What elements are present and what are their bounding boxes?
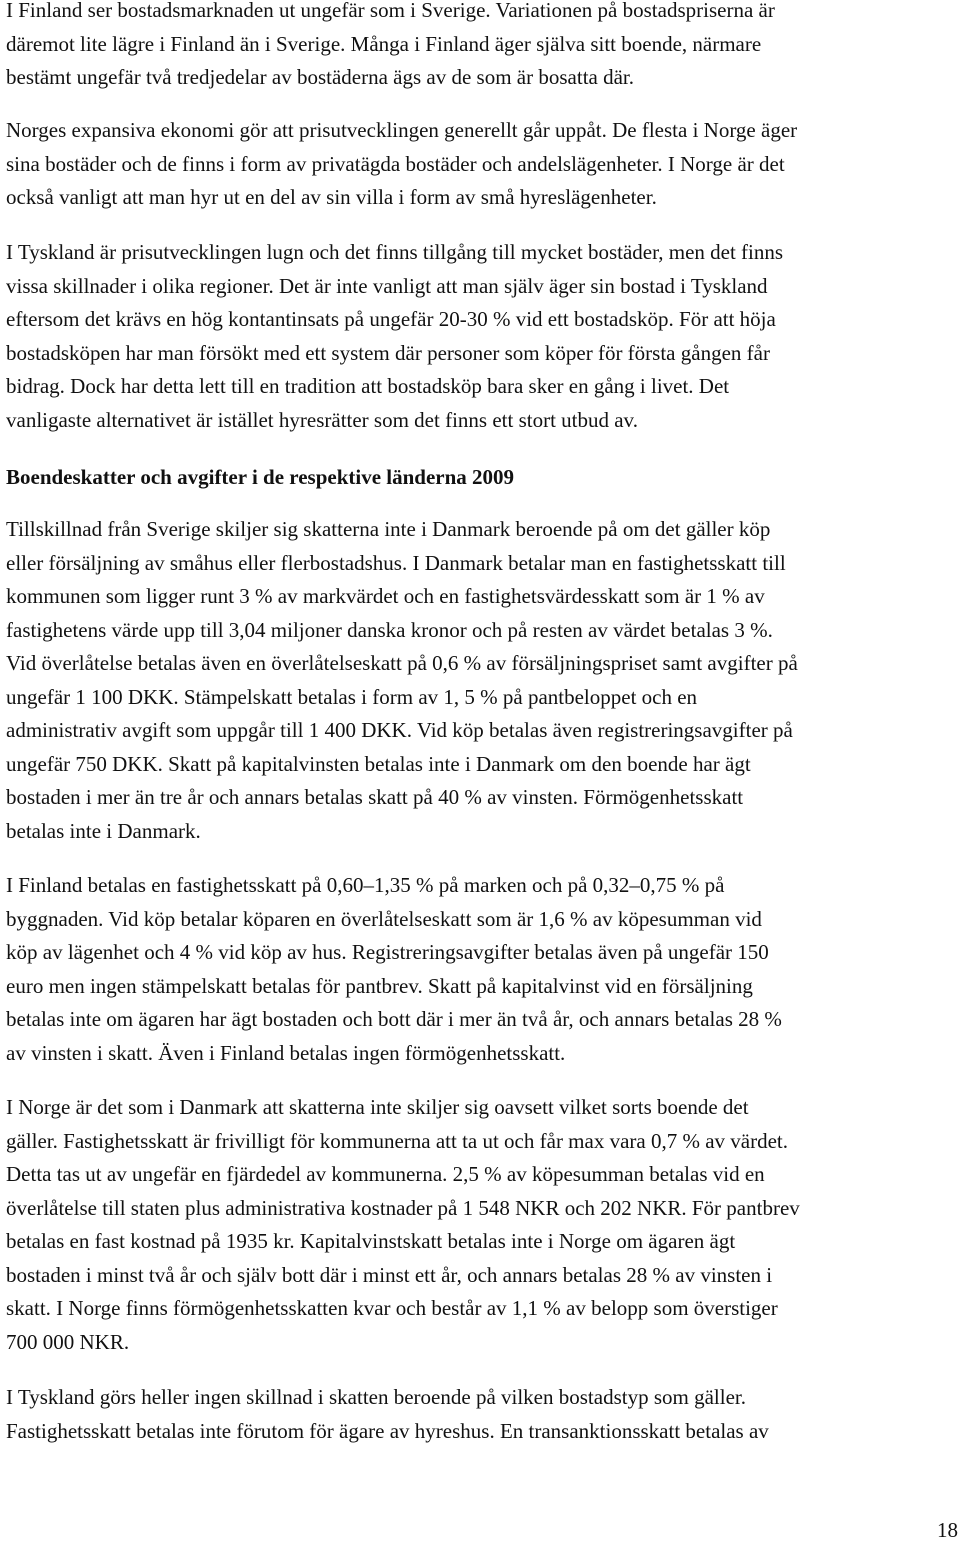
text-line: vanligaste alternativet är istället hyresrätter som det finns ett stort utbud av. xyxy=(6,407,638,432)
text-line: betalas en fast kostnad på 1935 kr. Kapitalvinstskatt betalas inte i Norge om ägaren ägt xyxy=(6,1229,736,1253)
text-line: I Finland betalas en fastighetsskatt på 0,60–1,35 % på marken och på 0,32–0,75 % på xyxy=(6,873,725,897)
text-line: sina bostäder och de finns i form av privatägda bostäder och andelslägenheter. I Norge är det xyxy=(6,151,785,176)
text-line: kommunen som ligger runt 3 % av markvärdet och en fastighetsvärdesskatt som är 1 % av xyxy=(6,584,765,608)
text-line: gäller. Fastighetsskatt är frivilligt för kommunerna att ta ut och får max vara 0,7 % av värdet. xyxy=(6,1128,789,1153)
section-heading-container xyxy=(6,461,960,495)
text-line: euro men ingen stämpelskatt betalas för pantbrev. Skatt på kapitalvinst vid en försäljning xyxy=(6,973,753,998)
text-line: I Norge är det som i Danmark att skatterna inte skiljer sig oavsett vilket sorts boende det xyxy=(6,1095,749,1119)
text-line: 700 000 NKR. xyxy=(6,1329,130,1354)
text-line: byggnaden. Vid köp betalar köparen en överlåtelseskatt som är 1,6 % av köpesumman vid xyxy=(6,906,762,931)
text-line: Detta tas ut av ungefär en fjärdedel av kommunerna. 2,5 % av köpesumman betalas vid en xyxy=(6,1162,765,1186)
text-line: också vanligt att man hyr ut en del av sin villa i form av små hyreslägenheter. xyxy=(6,185,657,209)
text-line: I Tyskland är prisutvecklingen lugn och det finns tillgång till mycket bostäder, men det finns xyxy=(6,240,784,264)
text-line: betalas inte i Danmark. xyxy=(6,818,201,843)
text-line: I Finland ser bostadsmarknaden ut ungefär som i Sverige. Variationen på bostadspriserna är xyxy=(6,0,775,22)
text-line: vissa skillnader i olika regioner. Det är inte vanligt att man själv äger sin bostad i Tyskland xyxy=(6,273,768,298)
paragraph-germany-taxes xyxy=(6,1381,960,1448)
text-line: ungefär 1 100 DKK. Stämpelskatt betalas i form av 1, 5 % på pantbeloppet och en xyxy=(6,684,698,709)
text-line: administrativ avgift som uppgår till 1 400 DKK. Vid köp betalas även registreringsavgifter på xyxy=(6,718,793,742)
paragraph-germany-market xyxy=(6,236,960,437)
text-line: bostaden i mer än tre år och annars betalas skatt på 40 % av vinsten. Förmögenhetsskatt xyxy=(6,785,744,809)
paragraph-norway-market xyxy=(6,114,960,215)
paragraph-norway-taxes xyxy=(6,1091,960,1359)
text-line: köp av lägenhet och 4 % vid köp av hus. Registreringsavgifter betalas även på ungefär 150 xyxy=(6,940,769,964)
text-line: bostaden i minst två år och själv bott där i minst ett år, och annars betalas 28 % av vinsten i xyxy=(6,1262,773,1287)
text-line: fastighetens värde upp till 3,04 miljoner danska kronor och på resten av värdet betalas 3 %. xyxy=(6,617,773,642)
text-line: ungefär 750 DKK. Skatt på kapitalvinsten betalas inte i Danmark om den boende har ägt xyxy=(6,751,751,776)
text-line: Norges expansiva ekonomi gör att prisutvecklingen generellt går uppåt. De flesta i Norge äger xyxy=(6,118,798,142)
paragraph-denmark-taxes xyxy=(6,513,960,848)
text-line: av vinsten i skatt. Även i Finland betalas ingen förmögenhetsskatt. xyxy=(6,1040,566,1065)
paragraph-finland-market xyxy=(6,0,960,95)
page-number: 18 xyxy=(937,1518,958,1542)
text-line: Fastighetsskatt betalas inte förutom för ägare av hyreshus. En transanktionsskatt betalas av xyxy=(6,1418,769,1443)
text-line: betalas inte om ägaren har ägt bostaden och bott där i mer än två år, och annars betalas 28 % xyxy=(6,1007,782,1031)
text-line: Vid överlåtelse betalas även en överlåtelseskatt på 0,6 % av försäljningspriset samt avgifter på xyxy=(6,651,798,675)
paragraph-finland-taxes xyxy=(6,869,960,1070)
text-line: överlåtelse till staten plus administrativa kostnader på 1 548 NKR och 202 NKR. För pantbrev xyxy=(6,1195,800,1220)
text-line: eftersom det krävs en hög kontantinsats på ungefär 20-30 % vid ett bostadsköp. För att höja xyxy=(6,307,776,331)
text-line: I Tyskland görs heller ingen skillnad i skatten beroende på vilken bostadstyp som gäller. xyxy=(6,1385,746,1409)
text-line: skatt. I Norge finns förmögenhetsskatten kvar och består av 1,1 % av belopp som överstiger xyxy=(6,1296,778,1320)
text-line: däremot lite lägre i Finland än i Sverige. Många i Finland äger själva sitt boende, närmare xyxy=(6,31,762,56)
text-line: bestämt ungefär två tredjedelar av bostäderna ägs av de som är bosatta där. xyxy=(6,65,635,89)
text-line: Tillskillnad från Sverige skiljer sig skatterna inte i Danmark beroende på om det gäller köp xyxy=(6,517,771,541)
text-line: eller försäljning av småhus eller flerbostadshus. I Danmark betalar man en fastighetsskatt till xyxy=(6,550,786,575)
text-line: bidrag. Dock har detta lett till en tradition att bostadsköp bara sker en gång i livet. Det xyxy=(6,374,730,398)
text-line: bostadsköpen har man försökt med ett system där personer som köper för första gången får xyxy=(6,340,770,365)
section-heading: Boendeskatter och avgifter i de respektive länderna 2009 xyxy=(6,465,515,489)
